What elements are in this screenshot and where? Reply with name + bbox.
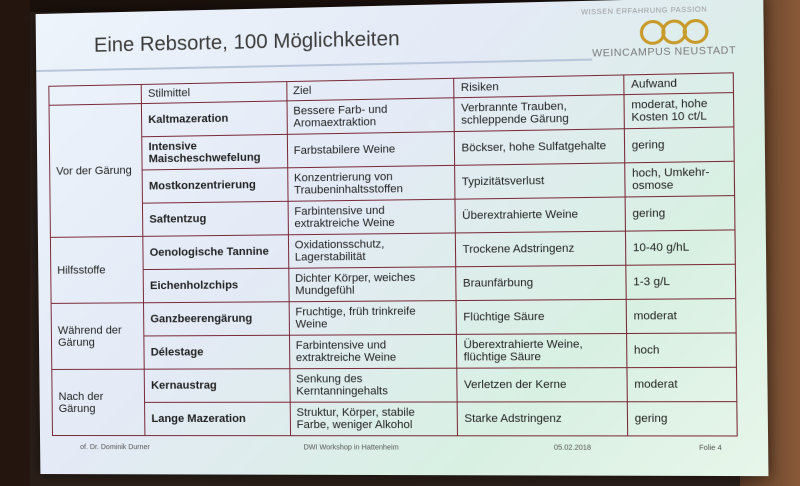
header-aufwand: Aufwand bbox=[624, 73, 733, 95]
cell-ziel: Farbintensive und extraktreiche Weine bbox=[288, 199, 456, 235]
logo-tagline: WISSEN ERFAHRUNG PASSION bbox=[581, 6, 708, 17]
cell-risiken: Überextrahierte Weine, flüchtige Säure bbox=[457, 333, 628, 368]
table-row bbox=[52, 402, 737, 436]
cell-stilmittel: Ganzbeerengärung bbox=[144, 302, 289, 336]
slide-title: Eine Rebsorte, 100 Möglichkeiten bbox=[93, 27, 400, 57]
cell-stilmittel: Intensive Maischeschwefelung bbox=[142, 134, 287, 170]
table-row bbox=[52, 367, 737, 402]
projection-screen bbox=[36, 0, 769, 476]
cell-stilmittel: Mostkonzentrierung bbox=[142, 168, 287, 203]
title-underline bbox=[36, 59, 592, 72]
cell-stilmittel: Kaltmazeration bbox=[142, 101, 287, 137]
cell-risiken: Flüchtige Säure bbox=[456, 299, 627, 334]
slide-footer bbox=[40, 442, 768, 459]
cell-stilmittel: Eichenholzchips bbox=[143, 268, 288, 303]
cell-ziel: Fruchtige, früh trinkreife Weine bbox=[289, 301, 457, 336]
group-label: Während der Gärung bbox=[51, 303, 144, 370]
cell-risiken: Braunfärbung bbox=[456, 265, 627, 300]
cell-stilmittel: Kernaustrag bbox=[144, 369, 289, 403]
cell-aufwand: gering bbox=[625, 127, 735, 163]
cell-aufwand: moderat, hohe Kosten 10 ct/L bbox=[624, 93, 734, 129]
weincampus-logo bbox=[581, 5, 753, 63]
logo-name: WEINCAMPUS NEUSTADT bbox=[592, 45, 737, 60]
group-label: Vor der Gärung bbox=[49, 104, 143, 238]
logo-rings-icon bbox=[640, 19, 705, 43]
cell-stilmittel: Oenologische Tannine bbox=[143, 235, 288, 270]
header-risiken: Risiken bbox=[454, 75, 624, 98]
footer-date: 05.02.2018 bbox=[553, 444, 592, 452]
cell-ziel: Oxidationsschutz, Lagerstabilität bbox=[288, 233, 456, 268]
cell-risiken: Starke Adstringenz bbox=[457, 402, 628, 436]
table-row bbox=[51, 299, 736, 337]
cell-ziel: Bessere Farb- und Aromaextraktion bbox=[287, 98, 455, 135]
cell-ziel: Konzentrierung von Traubeninhaltsstoffen bbox=[287, 165, 455, 201]
footer-event: DWI Workshop in Hattenheim bbox=[303, 444, 399, 452]
cell-ziel: Farbstabilere Weine bbox=[287, 132, 455, 168]
room-wall-left bbox=[0, 0, 30, 486]
header-ziel: Ziel bbox=[286, 78, 454, 101]
table-row bbox=[51, 264, 736, 303]
footer-author: of. Dr. Dominik Durner bbox=[80, 444, 150, 452]
cell-aufwand: moderat bbox=[626, 299, 736, 334]
group-label: Hilfsstoffe bbox=[50, 236, 143, 303]
cell-risiken: Überextrahierte Weine bbox=[455, 197, 625, 233]
cell-stilmittel: Délestage bbox=[144, 335, 289, 369]
cell-ziel: Senkung des Kerntanningehalts bbox=[289, 368, 457, 402]
cell-aufwand: 10-40 g/hL bbox=[626, 230, 736, 265]
cell-aufwand: gering bbox=[625, 196, 735, 232]
cell-risiken: Trockene Adstringenz bbox=[456, 231, 626, 267]
cell-aufwand: hoch, Umkehr-osmose bbox=[625, 161, 735, 197]
cell-aufwand: gering bbox=[628, 402, 738, 436]
cell-stilmittel: Saftentzug bbox=[143, 201, 288, 236]
stilmittel-table bbox=[48, 72, 737, 436]
cell-stilmittel: Lange Mazeration bbox=[145, 402, 290, 435]
cell-risiken: Verbrannte Trauben, schleppende Gärung bbox=[454, 95, 624, 132]
group-label: Nach der Gärung bbox=[52, 369, 145, 435]
cell-ziel: Struktur, Körper, stabile Farbe, weniger Alkohol bbox=[290, 402, 458, 436]
cell-risiken: Verletzen der Kerne bbox=[457, 368, 628, 402]
cell-ziel: Dichter Körper, weiches Mundgefühl bbox=[288, 267, 456, 302]
cell-ziel: Farbintensive und extraktreiche Weine bbox=[289, 334, 457, 368]
cell-aufwand: moderat bbox=[627, 367, 737, 401]
cell-aufwand: hoch bbox=[627, 333, 737, 368]
table-row bbox=[51, 333, 736, 370]
cell-aufwand: 1-3 g/L bbox=[626, 264, 736, 299]
cell-risiken: Typizitätsverlust bbox=[455, 163, 625, 199]
header-stilmittel: Stilmittel bbox=[141, 82, 286, 104]
footer-slide-number: Folie 4 bbox=[699, 444, 722, 453]
header-cell bbox=[49, 84, 142, 105]
cell-risiken: Böckser, hohe Sulfatgehalte bbox=[455, 129, 625, 166]
